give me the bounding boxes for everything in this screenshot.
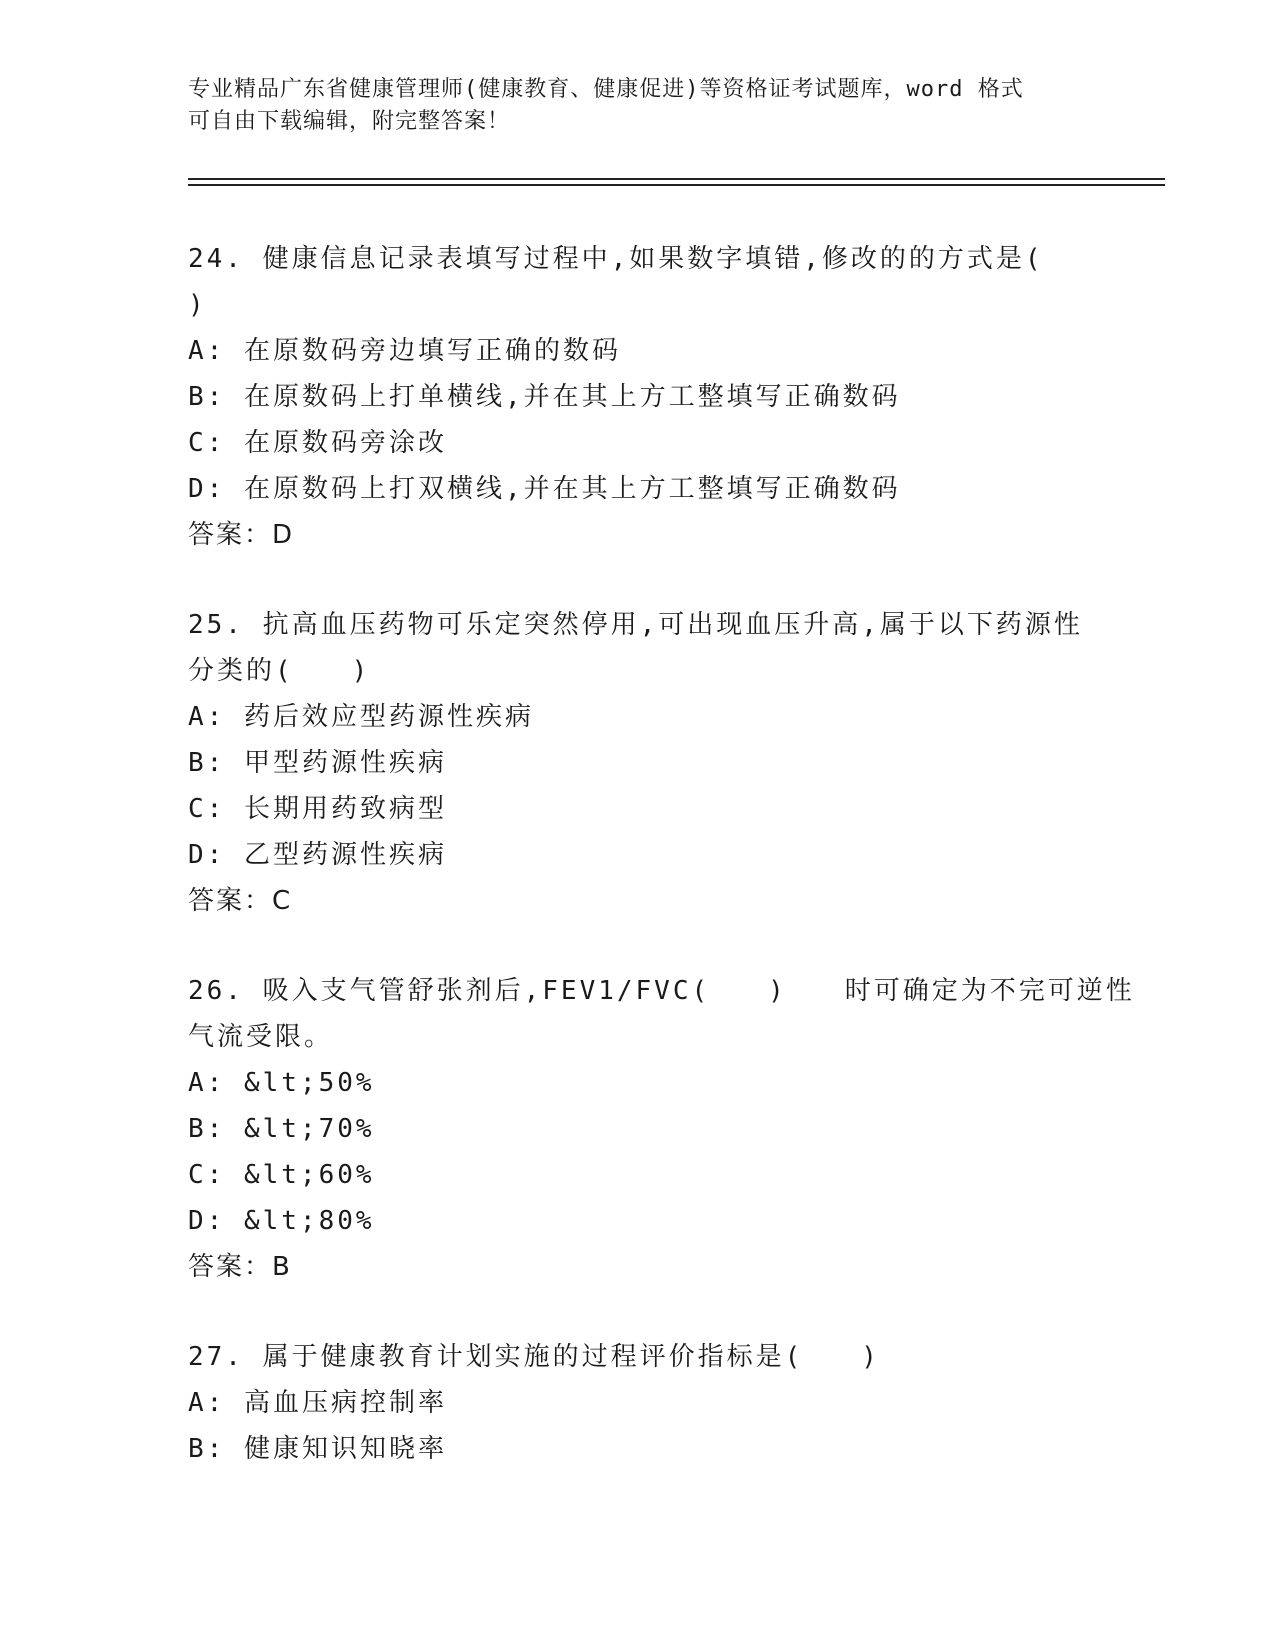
option-b: B: 健康知识知晓率 xyxy=(188,1434,447,1464)
question-26 xyxy=(188,968,1135,1290)
option-a: A: &lt;50% xyxy=(188,1068,375,1098)
option-a: A: 高血压病控制率 xyxy=(188,1388,447,1418)
question-stem-line: 25. 抗高血压药物可乐定突然停用,可出现血压升高,属于以下药源性 xyxy=(188,610,1083,640)
answer-label: 答案：B xyxy=(188,1252,292,1282)
question-stem-line: 24. 健康信息记录表填写过程中,如果数字填错,修改的的方式是( xyxy=(188,244,1044,274)
question-24 xyxy=(188,236,1088,558)
question-stem-line: 气流受限。 xyxy=(188,1022,334,1052)
question-stem xyxy=(188,1334,1088,1380)
question-list xyxy=(188,236,1135,1472)
question-stem-line: ) xyxy=(188,290,207,320)
header-line-1: 专业精品广东省健康管理师(健康教育、健康促进)等资格证考试题库，word 格式 xyxy=(188,77,1024,102)
question-stem xyxy=(188,968,1135,1060)
question-27 xyxy=(188,1334,1088,1472)
question-stem xyxy=(188,602,1088,694)
question-25 xyxy=(188,602,1088,924)
option-c: C: 在原数码旁涂改 xyxy=(188,428,447,458)
question-stem-line: 分类的( ) xyxy=(188,656,371,686)
answer-label: 答案：D xyxy=(188,520,295,550)
answer-label: 答案：C xyxy=(188,886,293,916)
option-b: B: &lt;70% xyxy=(188,1114,375,1144)
option-d: D: 在原数码上打双横线,并在其上方工整填写正确数码 xyxy=(188,474,901,504)
header-line-2: 可自由下载编辑，附完整答案！ xyxy=(188,109,511,134)
option-b: B: 在原数码上打单横线,并在其上方工整填写正确数码 xyxy=(188,382,901,412)
question-stem-line: 26. 吸入支气管舒张剂后,FEV1/FVC( ) 时可确定为不完可逆性 xyxy=(188,976,1135,1006)
header-divider-top xyxy=(188,178,1165,180)
header-divider-bottom xyxy=(188,184,1165,186)
option-d: D: 乙型药源性疾病 xyxy=(188,840,447,870)
document-header xyxy=(188,74,1068,138)
option-b: B: 甲型药源性疾病 xyxy=(188,748,447,778)
question-stem-line: 27. 属于健康教育计划实施的过程评价指标是( ) xyxy=(188,1342,880,1372)
option-d: D: &lt;80% xyxy=(188,1206,375,1236)
option-a: A: 药后效应型药源性疾病 xyxy=(188,702,534,732)
option-c: C: &lt;60% xyxy=(188,1160,375,1190)
question-stem xyxy=(188,236,1088,328)
option-c: C: 长期用药致病型 xyxy=(188,794,447,824)
option-a: A: 在原数码旁边填写正确的数码 xyxy=(188,336,621,366)
